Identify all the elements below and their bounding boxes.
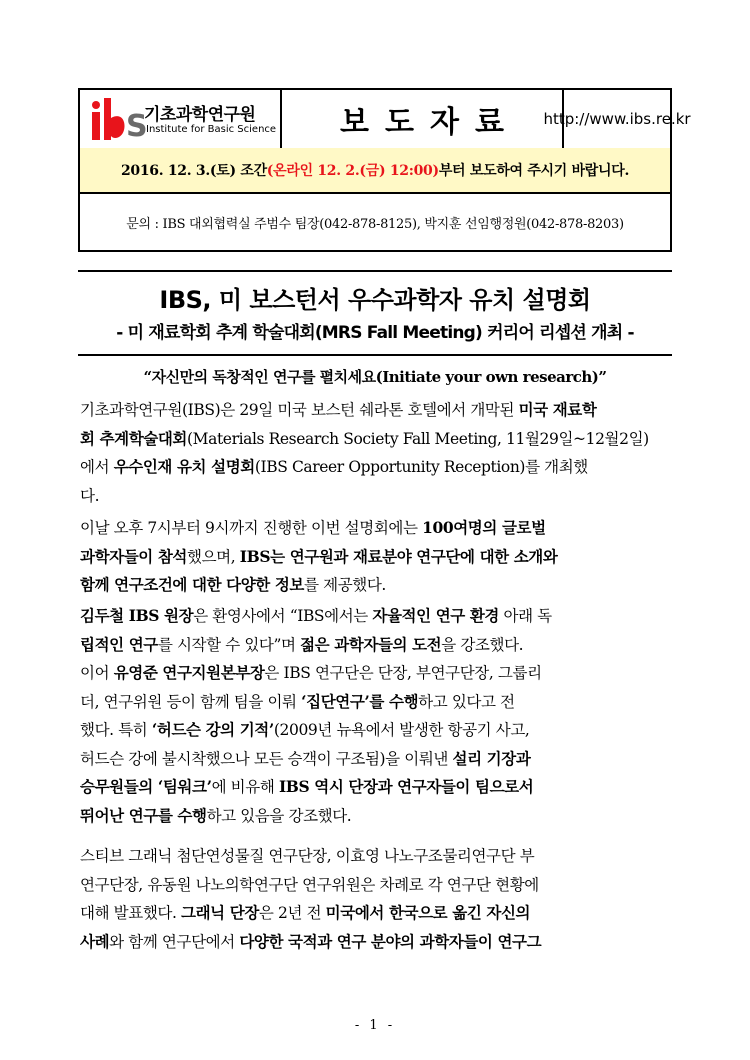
text-run-bold: 우수인재 유치 설명회 bbox=[113, 457, 255, 476]
ibs-logo-icon bbox=[90, 96, 148, 144]
text-run-bold: 사례 bbox=[80, 931, 110, 951]
text-run: 에 비유해 bbox=[211, 778, 279, 796]
paragraph-4 bbox=[80, 842, 672, 956]
title-divider-bottom bbox=[78, 354, 672, 356]
text-run-bold: 유영준 연구지원본부장 bbox=[113, 663, 265, 682]
embargo-row bbox=[80, 148, 670, 194]
paragraph-line bbox=[80, 928, 672, 957]
embargo-request: 부터 보도하여 주시기 바랍니다. bbox=[438, 163, 630, 179]
text-run: 했으며, bbox=[187, 547, 240, 566]
ibs-logo bbox=[80, 90, 282, 148]
text-run: 하고 있다고 전 bbox=[418, 692, 515, 711]
paragraph-line bbox=[80, 773, 672, 802]
paragraph-line bbox=[80, 425, 672, 454]
pull-quote: “자신만의 독창적인 연구를 펼치세요(Initiate your own research)” bbox=[143, 368, 607, 386]
paragraph-line bbox=[80, 571, 672, 600]
text-run: 더, 연구위원 등이 함께 팀을 이뤄 bbox=[80, 692, 302, 711]
text-run-bold: 과학자들이 참석 bbox=[80, 546, 188, 566]
text-run: (2009년 뉴욕에서 발생한 항공기 사고, bbox=[273, 721, 530, 739]
headline: IBS, 미 보스턴서 우수과학자 유치 설명회 bbox=[159, 286, 591, 314]
text-run-bold: 뛰어난 연구를 수행 bbox=[80, 805, 207, 825]
press-header-table bbox=[78, 88, 691, 252]
text-run-bold: 설리 기장과 bbox=[452, 748, 531, 768]
text-run: 연구단장, 유동원 나노의학연구단 연구위원은 차례로 각 연구단 현황에 bbox=[80, 875, 539, 894]
text-run-bold: 자율적인 연구 환경 bbox=[372, 606, 499, 625]
paragraph-1 bbox=[80, 396, 672, 510]
paragraph-line bbox=[80, 802, 672, 831]
text-run: 에서 bbox=[80, 458, 114, 476]
paragraph-line bbox=[80, 871, 672, 900]
text-run-bold: 미국에서 한국으로 옮긴 자신의 bbox=[325, 903, 531, 922]
text-run: 를 시작할 수 있다”며 bbox=[157, 635, 301, 654]
paragraph-2 bbox=[80, 514, 672, 600]
paragraph-line bbox=[80, 396, 672, 425]
text-run-bold: IBS는 연구원과 재료분야 연구단에 대한 소개와 bbox=[239, 546, 558, 566]
text-run-bold: 100여명의 글로벌 bbox=[422, 518, 546, 537]
embargo-online-time: (온라인 12. 2.(금) 12:00) bbox=[266, 163, 439, 179]
text-run: 다. bbox=[80, 486, 100, 505]
website-link[interactable]: http://www.ibs.re.kr bbox=[543, 110, 691, 128]
text-run: 은 환영사에서 “IBS에서는 bbox=[193, 607, 373, 625]
text-run: 이날 오후 7시부터 9시까지 진행한 이번 설명회에는 bbox=[80, 519, 423, 537]
logo-korean-name: 기초과학연구원 bbox=[144, 105, 256, 125]
text-run: 아래 독 bbox=[498, 607, 552, 625]
press-title-cell bbox=[282, 90, 564, 148]
text-run: 은 IBS 연구단은 단장, 부연구단장, 그룹리 bbox=[264, 664, 542, 682]
press-title: 보도자료 bbox=[340, 105, 520, 140]
text-run: 대해 발표했다. bbox=[80, 904, 182, 922]
text-run: 와 함께 연구단에서 bbox=[109, 932, 240, 951]
text-run: 은 2년 전 bbox=[258, 904, 326, 922]
text-run-bold: ‘허드슨 강의 기적’ bbox=[151, 720, 274, 739]
url-cell bbox=[543, 90, 691, 148]
text-run: (Materials Research Society Fall Meeting, 11월29일~12월2일) bbox=[187, 429, 649, 448]
paragraph-line bbox=[80, 543, 672, 572]
contact-info: 문의 : IBS 대외협력실 주범수 팀장(042-878-8125), 박지훈 선임행정원(042-878-8203) bbox=[126, 216, 624, 232]
text-run: 허드슨 강에 불시착했으나 모든 승객이 구조됨)을 이뤄낸 bbox=[80, 749, 453, 768]
paragraph-line bbox=[80, 453, 672, 482]
paragraph-line bbox=[80, 631, 672, 660]
text-run-bold: 회 추계학술대회 bbox=[80, 428, 188, 448]
text-run-bold: 김두철 IBS 원장 bbox=[80, 606, 194, 625]
text-run: 이어 bbox=[80, 664, 114, 682]
embargo-notice bbox=[121, 160, 629, 180]
logo-english-name: Institute for Basic Science bbox=[146, 124, 277, 135]
text-run: (IBS Career Opportunity Reception)를 개최했 bbox=[254, 458, 588, 476]
subheadline: - 미 재료학회 추계 학술대회(MRS Fall Meeting) 커리어 리셉션 개최 - bbox=[116, 323, 634, 343]
paragraph-line bbox=[80, 514, 672, 543]
text-run: 했다. 특히 bbox=[80, 721, 152, 739]
text-run: 을 강조했다. bbox=[441, 635, 524, 654]
text-run-bold: 젊은 과학자들의 도전 bbox=[300, 634, 442, 654]
text-run: 기초과학연구원(IBS)은 29일 미국 보스턴 쉐라톤 호텔에서 개막된 bbox=[80, 401, 519, 419]
paragraph-line bbox=[80, 602, 672, 631]
text-run-bold: 그래닉 단장 bbox=[181, 903, 259, 922]
text-run: 를 제공했다. bbox=[304, 576, 386, 594]
svg-text:S: S bbox=[126, 109, 148, 144]
paragraph-line bbox=[80, 899, 672, 928]
text-run: 스티브 그래닉 첨단연성물질 연구단장, 이효영 나노구조물리연구단 부 bbox=[80, 847, 535, 865]
text-run-bold: 함께 연구조건에 대한 다양한 정보 bbox=[80, 575, 305, 594]
text-run-bold: 미국 재료학 bbox=[518, 400, 597, 419]
title-divider-top bbox=[78, 270, 672, 272]
text-run-bold: 승무원들의 ‘팀워크’ bbox=[80, 777, 212, 796]
paragraph-line bbox=[80, 745, 672, 774]
paragraph-3 bbox=[80, 602, 672, 830]
text-run: 하고 있음을 강조했다. bbox=[206, 806, 352, 825]
header-row-top bbox=[80, 90, 691, 150]
text-run-bold: ‘집단연구’를 수행 bbox=[301, 691, 419, 711]
text-run-bold: 다양한 국적과 연구 분야의 과학자들이 연구그 bbox=[239, 931, 542, 951]
text-run-bold: IBS 역시 단장과 연구자들이 팀으로서 bbox=[278, 777, 534, 796]
contact-row bbox=[80, 194, 670, 250]
text-run-bold: 립적인 연구 bbox=[80, 634, 158, 654]
paragraph-line bbox=[80, 716, 672, 745]
paragraph-line bbox=[80, 659, 672, 688]
paragraph-line bbox=[80, 482, 672, 511]
paragraph-line bbox=[80, 688, 672, 717]
embargo-date: 2016. 12. 3.(토) 조간 bbox=[120, 163, 267, 179]
paragraph-line bbox=[80, 842, 672, 871]
page-number: - 1 - bbox=[354, 1018, 396, 1033]
